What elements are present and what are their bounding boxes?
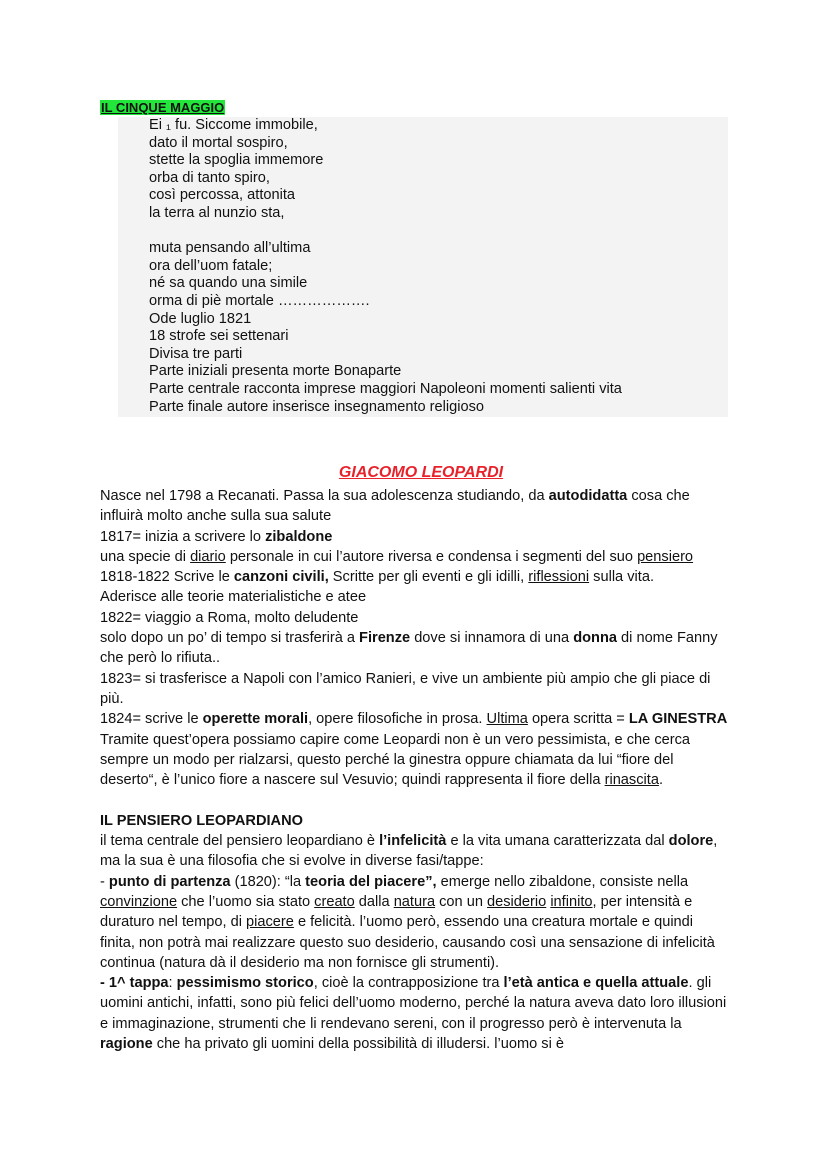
- paragraph-diario: una specie di diario personale in cui l’autore riversa e condensa i segmenti del suo pensiero: [100, 548, 694, 565]
- paragraph-canzoni: 1818-1822 Scrive le canzoni civili, Scritte per gli eventi e gli idilli, riflessioni sulla vita.: [100, 569, 654, 586]
- poem-line: muta pensando all’ultima: [149, 240, 311, 257]
- document-body: [100, 486, 730, 1054]
- poem-line: orma di piè mortale ……………….: [149, 292, 370, 309]
- paragraph-teorie: Aderisce alle teorie materialistiche e atee: [100, 589, 367, 606]
- paragraph-pensiero-intro: il tema centrale del pensiero leopardiano è l’infelicità e la vita umana caratterizzata dal dolore, ma la sua è una filosofia che si evolve in diverse fasi/tappe:: [100, 833, 718, 870]
- paragraph-firenze: solo dopo un po’ di tempo si trasferirà a Firenze dove si innamora di una donna di nome Fanny che però lo rifiuta..: [100, 630, 718, 667]
- poem-line: la terra al nunzio sta,: [149, 204, 285, 221]
- poem-line: stette la spoglia immemore: [149, 152, 324, 169]
- paragraph-operette: 1824= scrive le operette morali, opere filosofiche in prosa. Ultima opera scritta = LA GINESTRA: [100, 711, 728, 728]
- paragraph-zibaldone: 1817= inizia a scrivere lo zibaldone: [100, 528, 333, 545]
- paragraph-tappa-1: - 1^ tappa: pessimismo storico, cioè la contrapposizione tra l’età antica e quella attuale. gli uomini antichi, infatti, sono più felici dell’uomo moderno, perché la natura aveva dato loro illusioni e immaginazione, strumenti che li rendevano sereni, con il progresso però è intervenuta la ragione che ha privato gli uomini della possibilità di illudersi. l’uomo si è: [100, 975, 727, 1053]
- paragraph-napoli: 1823= si trasferisce a Napoli con l’amico Ranieri, e vive un ambiente più ampio che gli piace di più.: [100, 670, 711, 707]
- poem-heading: IL CINQUE MAGGIO: [101, 100, 225, 115]
- paragraph-birth: Nasce nel 1798 a Recanati. Passa la sua adolescenza studiando, da autodidatta cosa che influirà molto anche sulla sua salute: [100, 488, 690, 525]
- poem-note: Parte iniziali presenta morte Bonaparte: [149, 363, 402, 380]
- paragraph-roma: 1822= viaggio a Roma, molto deludente: [100, 609, 359, 626]
- poem-note: Parte centrale racconta imprese maggiori Napoleoni momenti salienti vita: [149, 380, 622, 397]
- poem-line: orba di tanto spiro,: [149, 169, 270, 186]
- poem-note: Parte finale autore inserisce insegnamento religioso: [149, 398, 485, 415]
- poem-line: ora dell’uom fatale;: [149, 257, 273, 274]
- poem-note: 18 strofe sei settenari: [149, 328, 289, 345]
- section-title-leopardi: GIACOMO LEOPARDI: [338, 464, 504, 481]
- poem-line: così percossa, attonita: [149, 187, 296, 204]
- section-gap: [100, 790, 730, 810]
- stanza-gap: [149, 223, 719, 241]
- poem-note: Divisa tre parti: [149, 345, 243, 362]
- poem-line: né sa quando una simile: [149, 275, 308, 292]
- paragraph-punto-partenza: - punto di partenza (1820): “la teoria del piacere”, emerge nello zibaldone, consiste nella convinzione che l’uomo sia stato creato dalla natura con un desiderio infinito, per intensità e duraturo nel tempo, di piacere e felicità. l’uomo però, essendo una creatura mortale e quindi finita, non potrà mai realizzare questo suo desiderio, causando così una sensazione di infelicità continua (natura dà il desiderio ma non fornisce gli strumenti).: [100, 873, 715, 971]
- poem-text: [149, 117, 719, 416]
- poem-line: dato il mortal sospiro,: [149, 134, 288, 151]
- poem-note: Ode luglio 1821: [149, 310, 252, 327]
- paragraph-ginestra: Tramite quest’opera possiamo capire come Leopardi non è un vero pessimista, e che cerca sempre un modo per rialzarsi, questo perché la ginestra oppure chiamata da lui “fiore del deserto“, è l’unico fiore a nascere sul Vesuvio; quindi rappresenta il fiore della rinascita.: [100, 731, 690, 789]
- section-heading-pensiero: IL PENSIERO LEOPARDIANO: [100, 812, 303, 829]
- poem-line: Ei ₁ fu. Siccome immobile,: [149, 117, 318, 133]
